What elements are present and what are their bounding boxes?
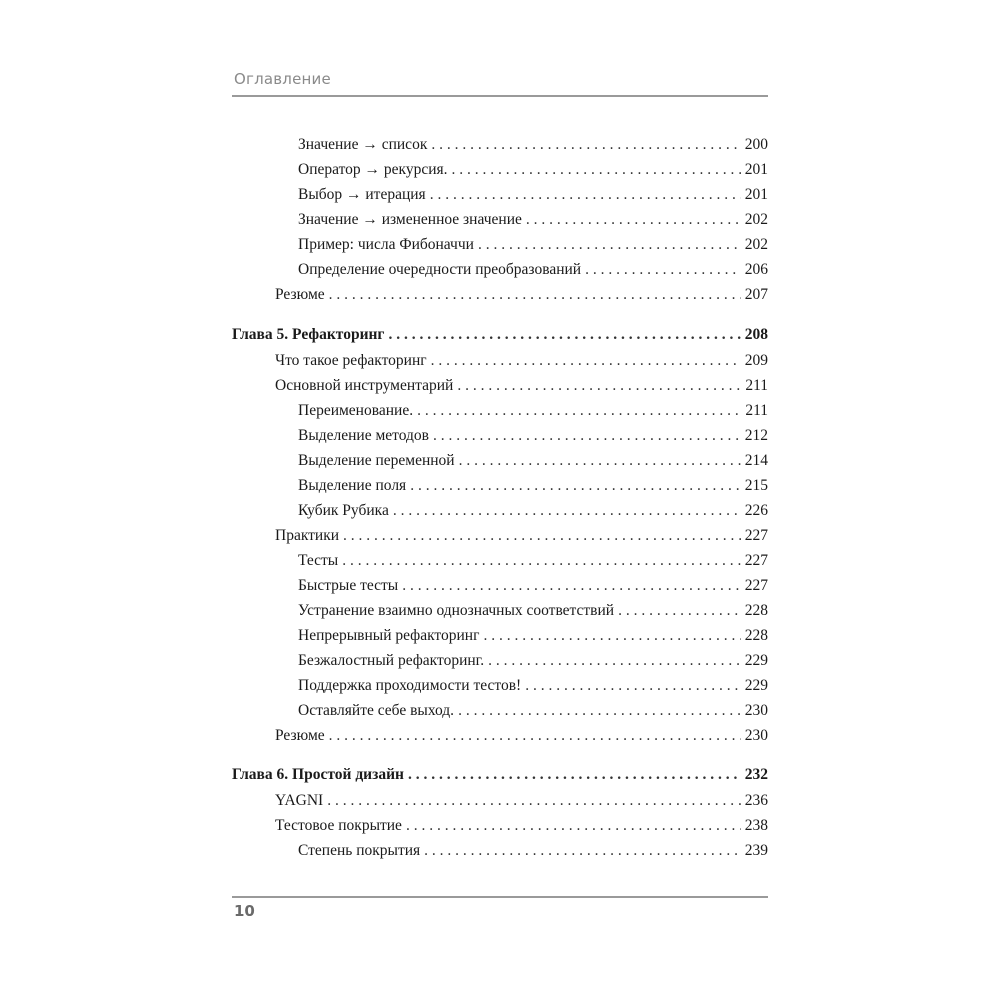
dot-leader [526,207,741,232]
dot-leader [458,698,741,723]
toc-entry [232,698,768,723]
dot-leader [457,373,741,398]
toc-entry-page: 206 [744,261,768,278]
toc-entry [232,423,768,448]
toc-entry [232,723,768,748]
toc-entry-page: 209 [744,352,768,369]
toc-entry-page: 229 [744,652,768,669]
toc-entry [232,673,768,698]
dot-leader [329,282,741,307]
toc-entry-page: 200 [744,136,768,153]
toc-entry-title: Быстрые тесты [298,577,399,594]
toc-entry [232,838,768,863]
toc-entry-title: Степень покрытия [298,842,421,859]
toc-entry-title: Оставляйте себе выход. [298,702,455,719]
toc-entry-title: Кубик Рубика [298,502,389,519]
toc-entry [232,373,768,398]
toc-entry [232,498,768,523]
header-rule [232,95,768,97]
toc-entry-title: Выделение поля [298,477,407,494]
toc-entry-title: Глава 6. Простой дизайн [232,766,404,783]
toc-entry-title: Поддержка проходимости тестов! [298,677,522,694]
dot-leader [329,723,741,748]
toc-entry [232,573,768,598]
page-number: 10 [234,902,255,920]
dot-leader [525,673,741,698]
toc-entry-page: 238 [744,817,768,834]
toc-entry [232,232,768,257]
toc-chapter [232,322,768,347]
toc-entry [232,523,768,548]
running-head: Оглавление [234,70,331,88]
toc-entry-page: 227 [744,552,768,569]
toc-entry-page: 236 [744,792,768,809]
dot-leader [433,423,741,448]
toc-chapter [232,762,768,787]
toc-entry-title: Выделение переменной [298,452,455,469]
dot-leader [402,573,741,598]
toc-entry [232,813,768,838]
toc-entry-title: Резюме [275,286,325,303]
toc-entry [232,473,768,498]
toc-entry-title: Что такое рефакторинг [275,352,427,369]
toc-entry-title: Переименование. [298,402,414,419]
toc-entry-page: 227 [744,577,768,594]
toc-entry-page: 212 [744,427,768,444]
dot-leader [618,598,741,623]
toc-entry-title: Практики [275,527,340,544]
dot-leader [417,398,741,423]
toc-entry-page: 226 [744,502,768,519]
toc-entry-page: 228 [744,627,768,644]
toc-entry-title: Значение → измененное значение [298,211,522,228]
toc-entry-title: Непрерывный рефакторинг [298,627,480,644]
toc-entry-page: 211 [745,377,768,394]
toc-entry-page: 211 [745,402,768,419]
toc-entry [232,282,768,307]
toc-entry-title: Значение → список [298,136,428,153]
toc-entry [232,548,768,573]
toc-entry-page: 232 [744,766,768,783]
toc-entry-title: Определение очередности преобразований [298,261,582,278]
toc-entry [232,257,768,282]
dot-leader [430,182,741,207]
toc-entry-page: 227 [744,527,768,544]
toc-entry [232,398,768,423]
toc-entry-page: 230 [744,702,768,719]
toc-entry [232,182,768,207]
dot-leader [406,813,741,838]
toc-entry-title: Пример: числа Фибоначчи [298,236,474,253]
toc-entry-page: 214 [744,452,768,469]
toc-entry [232,623,768,648]
dot-leader [424,838,741,863]
dot-leader [408,762,741,787]
dot-leader [410,473,741,498]
dot-leader [431,132,740,157]
toc-entry-page: 202 [744,211,768,228]
toc-entry-title: Глава 5. Рефакторинг [232,326,385,343]
toc-entry [232,598,768,623]
toc-entry [232,348,768,373]
toc-entry-title: Выделение методов [298,427,429,444]
toc-entry [232,132,768,157]
toc-entry-page: 230 [744,727,768,744]
toc-entry-title: Безжалостный рефакторинг. [298,652,485,669]
toc-entry-page: 215 [744,477,768,494]
dot-leader [327,788,741,813]
toc-entry-title: Основной инструментарий [275,377,454,394]
toc-entry-title: Тестовое покрытие [275,817,402,834]
toc-entry-page: 208 [744,326,768,343]
toc-entry [232,157,768,182]
toc-entry-title: Тесты [298,552,339,569]
toc-entry-page: 228 [744,602,768,619]
dot-leader [452,157,741,182]
toc-entry-title: Резюме [275,727,325,744]
toc-entry-page: 201 [744,186,768,203]
dot-leader [388,322,740,347]
toc-entry-page: 202 [744,236,768,253]
toc-entry-page: 201 [744,161,768,178]
dot-leader [393,498,741,523]
dot-leader [585,257,741,282]
dot-leader [488,648,741,673]
toc-entry-title: YAGNI [275,792,324,809]
toc-entry [232,648,768,673]
toc-entry-title: Выбор → итерация [298,186,426,203]
dot-leader [342,548,741,573]
toc-entry [232,448,768,473]
toc-entry [232,788,768,813]
dot-leader [343,523,741,548]
dot-leader [431,348,741,373]
toc-entry-title: Оператор → рекурсия. [298,161,448,178]
toc-entry [232,207,768,232]
toc-entry-page: 207 [744,286,768,303]
dot-leader [483,623,740,648]
dot-leader [478,232,741,257]
toc-entry-page: 239 [744,842,768,859]
toc-entry-page: 229 [744,677,768,694]
dot-leader [459,448,741,473]
footer-rule [232,896,768,898]
toc-entry-title: Устранение взаимно однозначных соответствий [298,602,615,619]
